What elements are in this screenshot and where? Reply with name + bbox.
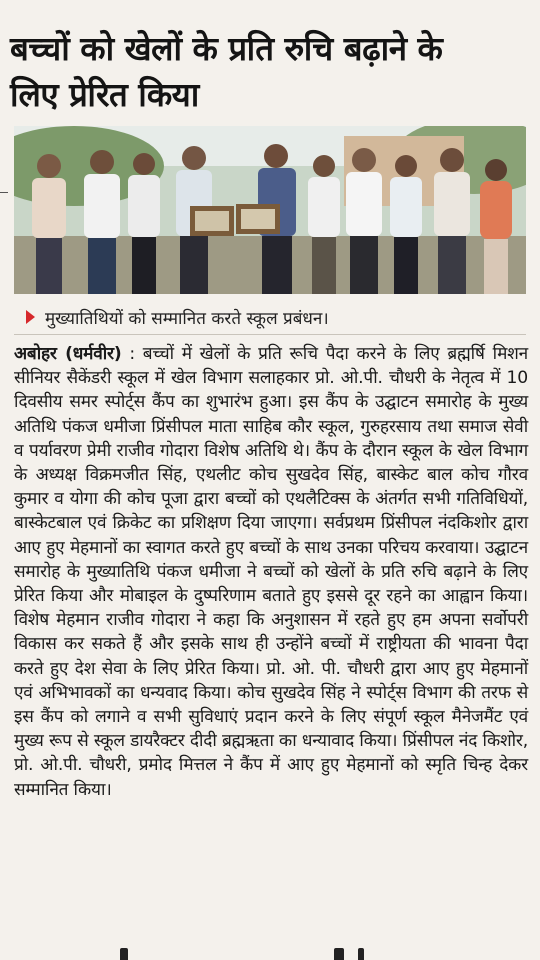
caption-text: मुख्यातिथियों को सम्मानित करते स्कूल प्रबंधन। — [45, 308, 329, 329]
photo-caption — [14, 300, 526, 335]
article-body — [14, 342, 528, 802]
article-text: : बच्चों में खेलों के प्रति रूचि पैदा करने के लिए ब्रह्मर्षि मिशन सीनियर सैकेंडरी स्कूल में खेल विभाग सलाहकार प्रो. ओ.पी. चौधरी के नेतृत्व में 10 दिवसीय समर स्पोर्ट्स कैंप का शुभारंभ हुआ। इस कैंप के उद्घाटन समारोह के मुख्य अतिथि पंकज धमीजा प्रिंसीपल माता साहिब कौर स्कूल, गुरुहरसाय तथा समाज सेवी व पर्यावरण प्रेमी राजीव गोदारा विशेष अतिथि थे। कैंप के दौरान स्कूल के खेल विभाग के अध्यक्ष विक्रमजीत सिंह, एथलीट कोच सुखदेव सिंह, बास्केट बाल कोच गौरव कुमार व योगा की कोच पूजा द्वारा बच्चों को एथलैटिक्स के अंतर्गत सभी गतिविधियों, बास्केटबाल एवं क्रिकेट का प्रशिक्षण दिया जाएगा। सर्वप्रथम प्रिंसीपल नंदकिशोर द्वारा आए हुए मेहमानों का स्वागत करते हुए बच्चों के साथ उनका परिचय करवाया। उद्घाटन समारोह के मुख्यातिथि पंकज धमीजा ने बच्चों को खेलों के प्रति रुचि बढ़ाने के लिए प्रेरित किया और मोबाइल के दुष्परिणाम बताते हुए इससे दूर रहने का आह्वान किया। विशेष मेहमान राजीव गोदारा ने कहा कि अनुशासन में रहते हुए हम अपना सर्वोपरी विकास कर सकते हैं और इसके साथ ही उन्होंने बच्चों में राष्ट्रीयता की भावना पैदा करते हुए देश सेवा के लिए प्रेरित किया। प्रो. ओ. पी. चौधरी द्वारा आए हुए मेहमानों एवं अभिभावकों का धन्यवाद किया। कोच सुखदेव सिंह ने स्पोर्ट्स विभाग की तरफ से इस कैंप को लगाने व सभी सुविधाएं प्रदान करने के लिए संपूर्ण स्कूल मैनेजमैंट एवं मुख्य रूप से स्कूल डायरैक्टर दीदी ब्रह्मऋता का धन्यावाद किया। प्रिंसीपल नंद किशोर, प्रो. ओ.पी. चौधरी, प्रमोद मित्तल ने कैंप में आए हुए मेहमानों को स्मृति चिन्ह देकर सम्मानित किया। — [14, 344, 528, 800]
headline-line-2: लिए प्रेरित किया — [10, 75, 199, 115]
group-photo-image — [14, 126, 526, 294]
next-article-fragment — [10, 944, 530, 960]
caption-bullet-icon — [26, 310, 35, 324]
group-photo — [14, 126, 526, 294]
headline — [10, 26, 530, 118]
margin-mark — [0, 192, 8, 193]
headline-line-1: बच्चों को खेलों के प्रति रुचि बढ़ाने के — [10, 29, 443, 69]
article-dateline: अबोहर (धर्मवीर) — [14, 344, 122, 364]
